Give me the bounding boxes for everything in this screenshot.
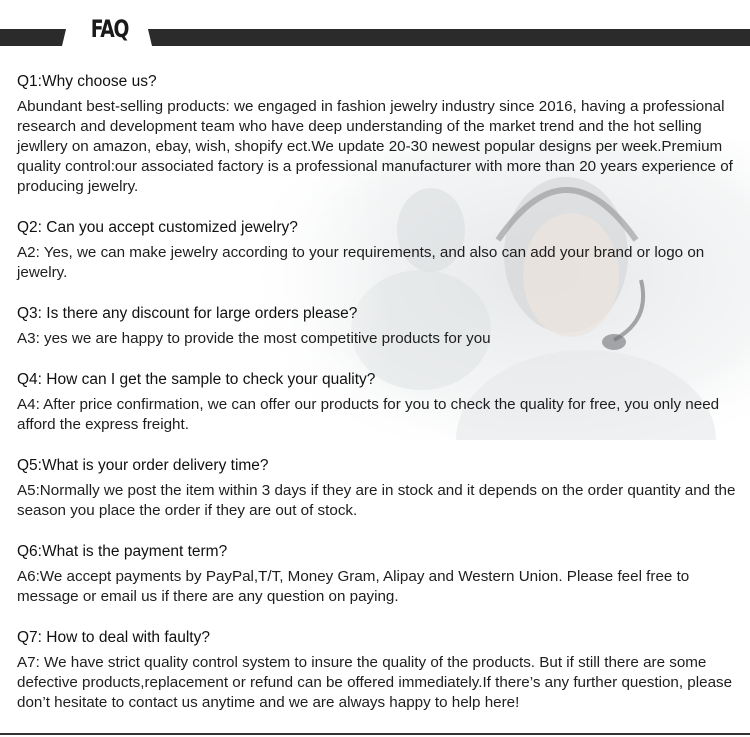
- question-6: Q6:What is the payment term?: [17, 543, 228, 560]
- answer-1: Abundant best-selling products: we engaged in fashion jewelry industry since 2016, having a professional research and development team who have deep understanding of the market trend and the hot selling jewllery on amazon, ebay, wish, shopify ect.We update 20-30 newest popular designs per week.Premium quality control:our associated factory is a professional manufacturer with more than 20 years experience of producing jewelry.: [17, 98, 733, 195]
- question-1: Q1:Why choose us?: [17, 73, 157, 90]
- question-7: Q7: How to deal with faulty?: [17, 629, 210, 646]
- faq-item-4: [17, 370, 737, 435]
- faq-item-2: [17, 218, 737, 283]
- faq-item-1: [17, 72, 737, 197]
- answer-7: A7: We have strict quality control system to insure the quality of the products. But if still there are some defective products,replacement or refund can be offered immediately.If there’s any further question, please don’t hesitate to contact us anytime and we are always happy to help here!: [17, 654, 733, 711]
- faq-title: FAQ: [90, 15, 129, 43]
- bottom-divider: [0, 733, 750, 735]
- question-3: Q3: Is there any discount for large orders please?: [17, 305, 358, 322]
- faq-item-5: [17, 456, 737, 521]
- question-4: Q4: How can I get the sample to check your quality?: [17, 371, 376, 388]
- faq-item-3: [17, 304, 737, 349]
- question-5: Q5:What is your order delivery time?: [17, 457, 269, 474]
- faq-item-6: [17, 542, 737, 607]
- answer-5: A5:Normally we post the item within 3 days if they are in stock and it depends on the order quantity and the season you place the order if they are out of stock.: [17, 482, 736, 519]
- answer-4: A4: After price confirmation, we can offer our products for you to check the quality for free, you only need afford the express freight.: [17, 396, 720, 433]
- question-2: Q2: Can you accept customized jewelry?: [17, 219, 298, 236]
- faq-list: [17, 72, 737, 734]
- answer-6: A6:We accept payments by PayPal,T/T, Money Gram, Alipay and Western Union. Please feel free to message or email us if there are any question on paying.: [17, 568, 690, 605]
- answer-3: A3: yes we are happy to provide the most competitive products for you: [17, 330, 491, 347]
- faq-item-7: [17, 628, 737, 713]
- answer-2: A2: Yes, we can make jewelry according to your requirements, and also can add your brand or logo on jewelry.: [17, 244, 705, 281]
- faq-header: [0, 0, 750, 50]
